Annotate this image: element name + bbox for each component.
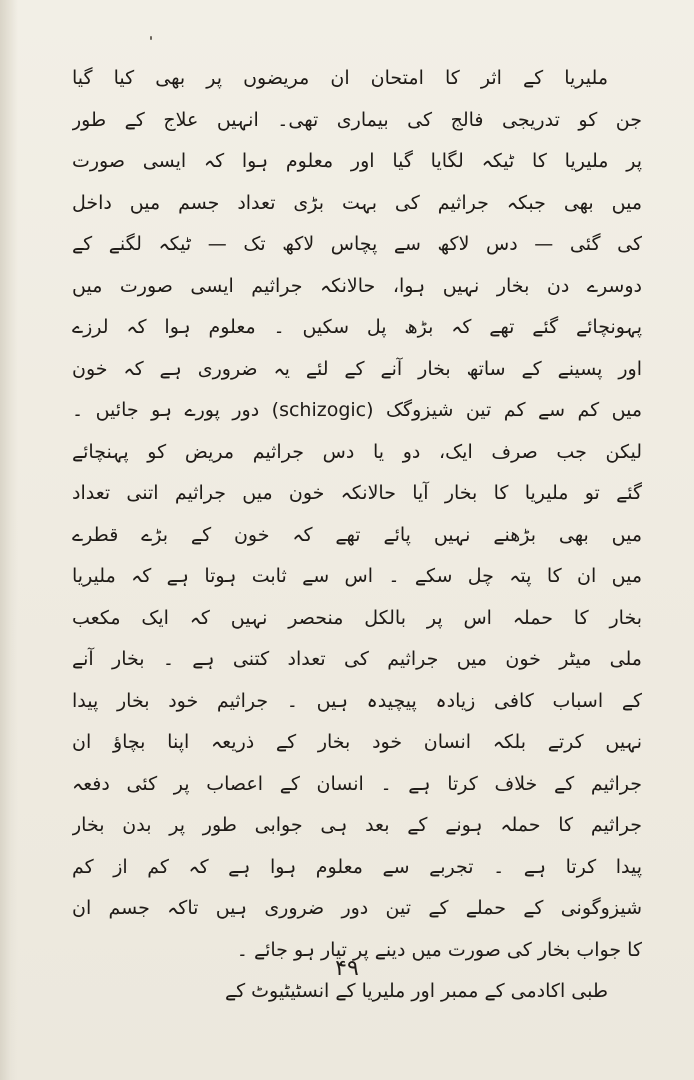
text-line: جراثیم کا حملہ ہونے کے بعد ہی جوابی طور پر بدن بخار bbox=[72, 814, 642, 836]
text-line: کی گئی — دس لاکھ سے پچاس لاکھ تک — ٹیکہ لگنے کے bbox=[72, 233, 642, 255]
text-line: جراثیم کے خلاف کرتا ہے ۔ انسان کے اعصاب پر کئی دفعہ bbox=[72, 772, 642, 795]
text-line: پر ملیریا کا ٹیکہ لگایا گیا اور معلوم ہوا کہ ایسی صورت bbox=[72, 150, 642, 172]
text-line: پیدا کرتا ہے ۔ تجربے سے معلوم ہوا ہے کہ کم از کم bbox=[72, 855, 642, 878]
text-line: شیزوگونی کے حملے کے تین دور ضروری ہیں تاکہ جسم ان bbox=[72, 897, 642, 919]
text-line: طبی اکادمی کے ممبر اور ملیریا کے انسٹیٹیوٹ کے bbox=[224, 980, 608, 1002]
text-line: بخار کا حملہ اس پر بالکل منحصر نہیں کہ ایک مکعب bbox=[72, 606, 642, 629]
text-line: جن کو تدریجی فالج کی بیماری تھی۔ انہیں علاج کے طور bbox=[72, 108, 642, 131]
text-line: لیکن جب صرف ایک، دو یا دس جراثیم مریض کو پہنچائے bbox=[72, 440, 642, 463]
text-line: میں بھی بڑھنے نہیں پائے تھے کہ خون کے بڑے قطرے bbox=[72, 523, 642, 546]
text-line: کا جواب بخار کی صورت میں دینے پر تیار ہو جائے ۔ bbox=[236, 938, 642, 961]
text-line: پہونچائے گئے تھے کہ بڑھ پل سکیں ۔ معلوم ہوا کہ لرزے bbox=[72, 316, 642, 338]
text-line: نہیں کرتے بلکہ انسان خود بخار کے ذریعہ اپنا بچاؤ ان bbox=[72, 731, 642, 753]
text-line: میں ان کا پتہ چل سکے ۔ اس سے ثابت ہوتا ہے کہ ملیریا bbox=[72, 565, 642, 587]
text-line: ملی میٹر خون میں جراثیم کی تعداد کتنی ہے ۔ بخار آنے bbox=[72, 648, 642, 670]
text-line: دوسرے دن بخار نہیں ہوا، حالانکہ جراثیم ایسی صورت میں bbox=[72, 274, 642, 297]
print-speck bbox=[150, 36, 152, 40]
body-text bbox=[72, 58, 642, 1013]
page-number: ۴۹ bbox=[335, 956, 359, 981]
text-line: اور پسینے کے ساتھ بخار آنے کے لئے یہ ضروری ہے کہ خون bbox=[72, 357, 642, 380]
text-line: کے اسباب کافی زیادہ پیچیدہ ہیں ۔ جراثیم خود بخار پیدا bbox=[72, 689, 642, 712]
text-line: گئے تو ملیریا کا بخار آیا حالانکہ خون میں جراثیم اتنی تعداد bbox=[72, 482, 642, 504]
text-line: میں بھی جبکہ جراثیم کی بہت بڑی تعداد جسم میں داخل bbox=[72, 191, 642, 214]
text-line: ملیریا کے اثر کا امتحان ان مریضوں پر بھی کیا گیا bbox=[72, 67, 608, 89]
text-line: میں کم سے کم تین شیزوگک (schizogic) دور پورے ہو جائیں ۔ bbox=[72, 399, 642, 421]
